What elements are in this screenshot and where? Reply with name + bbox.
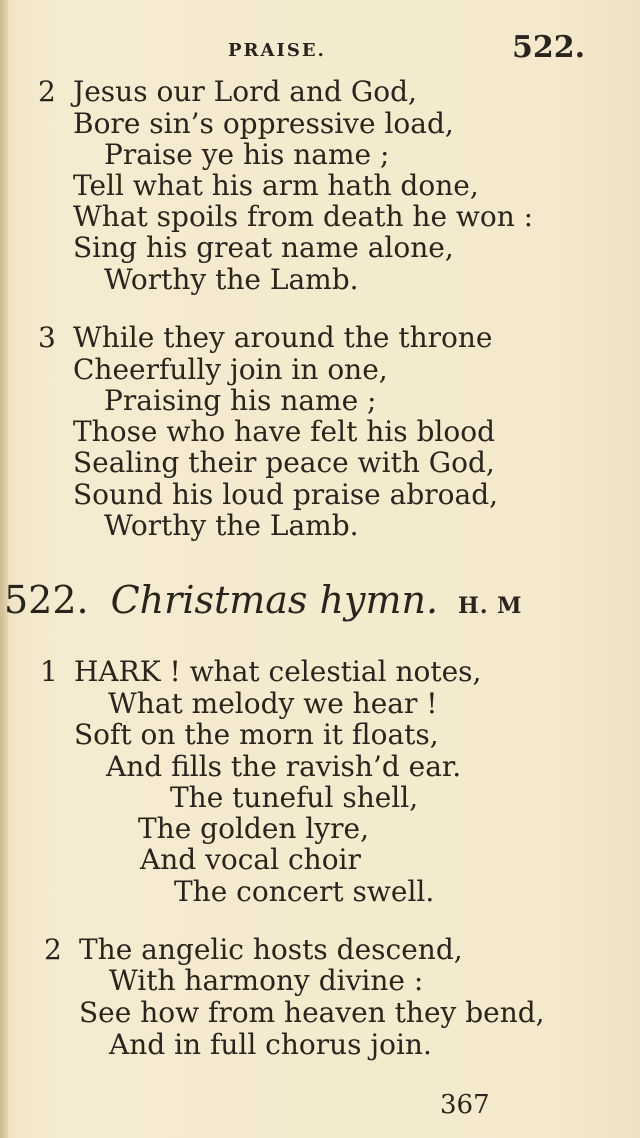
stanza-number: 2 [44,933,62,966]
verse-line: HARK ! what celestial notes, [74,655,482,688]
verse-line: Sing his great name alone, [73,231,454,264]
verse-line: Bore sin’s oppressive load, [73,107,454,140]
verse-line: Soft on the morn it floats, [74,718,439,751]
stanza-number: 3 [38,321,56,354]
page-hymn-number: 522. [512,30,586,65]
verse-line: The angelic hosts descend, [79,933,463,966]
verse-line: Worthy the Lamb. [104,263,359,296]
verse-line: The concert swell. [174,875,435,908]
hymn-title: Christmas hymn. [110,578,439,622]
verse-line: And fills the ravish’d ear. [106,750,462,783]
hymn-heading [4,578,523,622]
verse-line: The golden lyre, [138,812,369,845]
verse-line: Worthy the Lamb. [104,509,359,542]
verse-line: While they around the throne [73,321,493,354]
stanza-number: 1 [40,655,58,688]
verse-line: The tuneful shell, [170,781,419,814]
page-gutter-shadow [0,0,8,1138]
hymn-meter: H. M [458,593,523,619]
verse-line: Sound his loud praise abroad, [73,478,499,511]
running-title: PRAISE. [228,40,326,61]
verse-line: Sealing their peace with God, [73,446,495,479]
verse-line: What melody we hear ! [108,687,438,720]
verse-line: Those who have felt his blood [73,415,495,448]
verse-line: Praising his name ; [104,384,377,417]
verse-line: With harmony divine : [109,964,424,997]
stanza-number: 2 [38,75,56,108]
hymn-number: 522. [4,578,89,622]
verse-line: Cheerfully join in one, [73,353,388,386]
verse-line: Praise ye his name ; [104,138,390,171]
verse-line: And vocal choir [140,843,361,876]
verse-line: Jesus our Lord and God, [73,75,417,108]
page-number: 367 [440,1090,490,1120]
verse-line: What spoils from death he won : [73,200,534,233]
verse-line: And in full chorus join. [109,1028,432,1061]
verse-line: Tell what his arm hath done, [73,169,479,202]
verse-line: See how from heaven they bend, [79,996,545,1029]
